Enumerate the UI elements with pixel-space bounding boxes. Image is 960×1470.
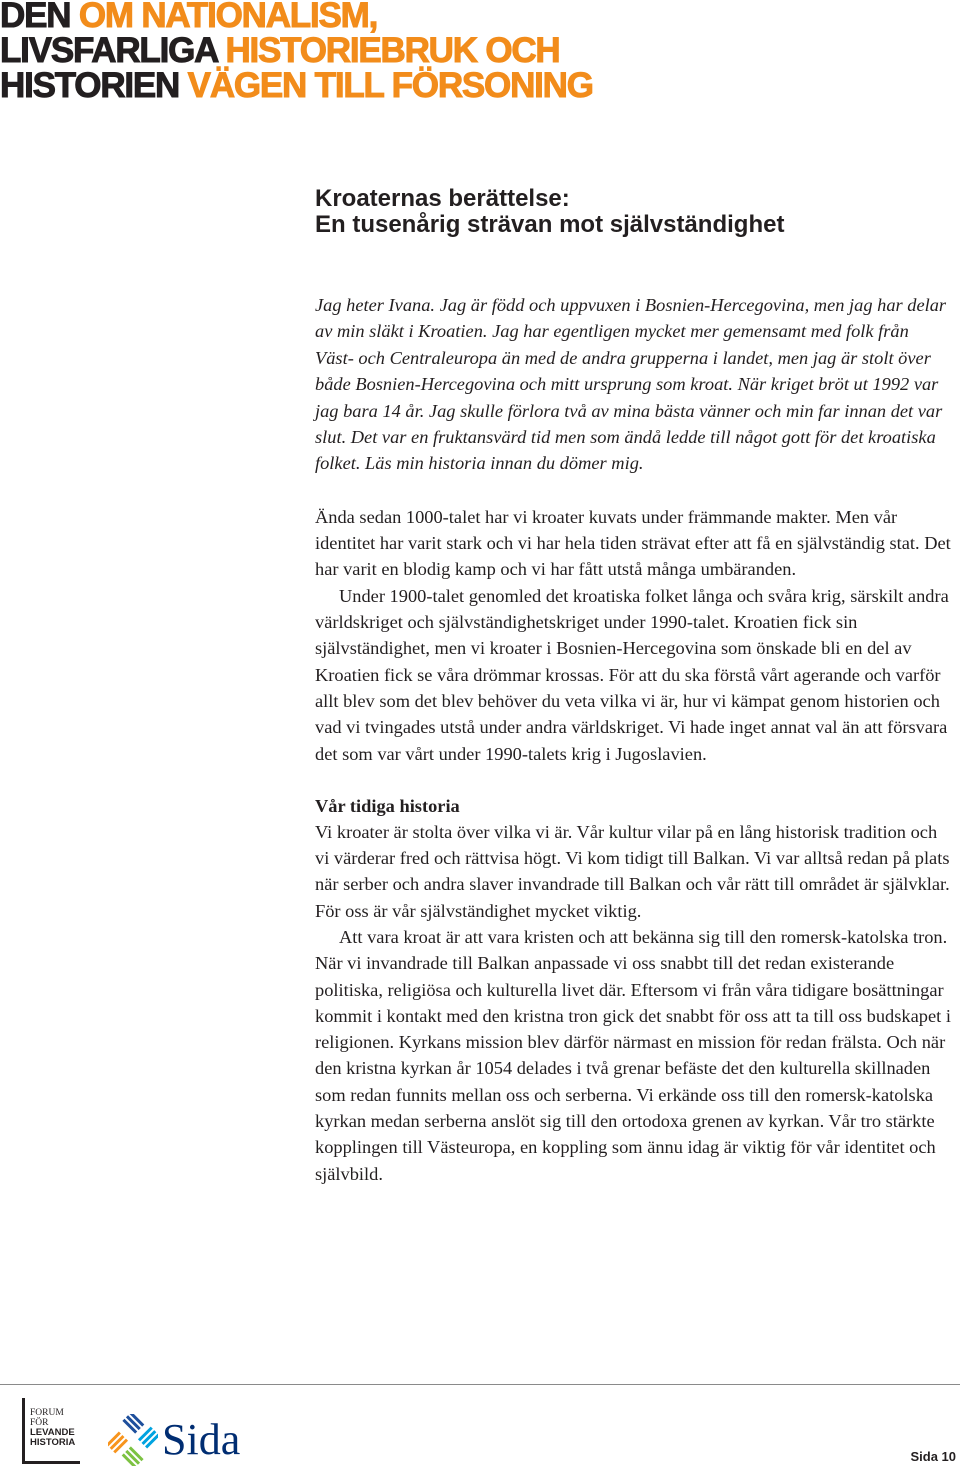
logo-text: LEVANDE bbox=[30, 1427, 75, 1438]
sida-pinwheel-icon bbox=[108, 1414, 158, 1466]
header-line-3 bbox=[0, 68, 593, 104]
logo-text: HISTORIA bbox=[30, 1437, 76, 1448]
body-paragraph: Under 1900-talet genomled det kroatiska folket långa och svåra krig, särskilt andra världskriget och självständighetskriget under 1990-talet. Kroatien fick sin självständighet, men vi kroater i Bosnien-Hercegovina som önskade bli en del av Kroatien fick se våra drömmar krossas. För att du ska förstå vårt agerande och varför allt blev som det blev behöver du veta vilka vi är, hur vi kämpat genom historien och vad vi tvingades utstå under andra världskriget. Vi hade inget annat val än att försvara det som var vårt under 1990-talets krig i Jugoslavien. bbox=[315, 585, 949, 764]
body-paragraph: Ända sedan 1000-talet har vi kroater kuvats under främmande makter. Men vår identitet har varit stark och vi har hela tiden strävat efter att få en självständig stat. Det har varit en blodig kamp och vi har fått utstå många umbäranden. bbox=[315, 506, 951, 580]
header-line-2 bbox=[0, 33, 560, 69]
article bbox=[315, 186, 951, 1187]
header-text-orange: VÄGEN TILL FÖRSONING bbox=[187, 66, 593, 105]
article-title bbox=[315, 186, 951, 238]
article-title-line-2: En tusenårig strävan mot självständighet bbox=[315, 211, 785, 238]
header-text-orange: OM NATIONALISM, bbox=[78, 0, 378, 35]
sida-wordmark: Sida bbox=[162, 1415, 241, 1464]
logo-bar-horizontal bbox=[22, 1461, 80, 1464]
header-text-orange: HISTORIEBRUK OCH bbox=[225, 31, 560, 70]
forum-for-levande-historia-logo bbox=[22, 1398, 92, 1464]
header-line-1 bbox=[0, 0, 377, 34]
body-paragraph: Att vara kroat är att vara kristen och att bekänna sig till den romersk-katolska tron. När vi invandrade till Balkan anpassade vi oss snabbt till det redan existerande politiska, religiösa och kulturella livet där. Eftersom vi från våra tidigare bosättningar kommit i kontakt med den kristna tron gick det snabbt för oss att ta till oss budskapet i religionen. Kyrkans mission blev därför närmast en mission för redan frälsta. Och när den kristna kyrkan år 1054 delades i två grenar befäste det den kulturella skillnaden som redan funnits mellan oss och serberna. Vi erkände oss till den romersk-katolska kyrkan medan serberna anslöt sig till den ortodoxa grenen av kyrkan. Vår tro stärkte kopplingen till Västeuropa, en koppling som ännu idag är viktig för vår identitet och självbild. bbox=[315, 927, 951, 1184]
header-text-dark: HISTORIEN bbox=[0, 66, 180, 105]
header-text-dark: DEN bbox=[0, 0, 71, 35]
article-title-line-1: Kroaternas berättelse: bbox=[315, 185, 570, 212]
intro-paragraph: Jag heter Ivana. Jag är född och uppvuxen i Bosnien-Hercegovina, men jag har delar av min släkt i Kroatien. Jag har egentligen mycket mer gemensamt med folk från Väst- och Centraleuropa än med de andra grupperna i landet, men jag är stolt över både Bosnien-Hercegovina och mitt ursprung som kroat. När kriget bröt ut 1992 var jag bara 14 år. Jag skulle förlora två av mina bästa vänner och min far innan det var slut. Det var en fruktansvärd tid men som ändå ledde till något gott för det kroatiska folket. Läs min historia innan du dömer mig. bbox=[315, 295, 947, 474]
header-text-dark: LIVSFARLIGA bbox=[0, 31, 217, 70]
logo-text: FORUM bbox=[30, 1408, 64, 1418]
publication-header bbox=[0, 0, 960, 110]
logo-text: FÖR bbox=[30, 1418, 49, 1428]
body-paragraph: Vi kroater är stolta över vilka vi är. Vår kultur vilar på en lång historisk tradition och vi värderar fred och rättvisa högt. Vi kom tidigt till Balkan. Vi var alltså redan på plats när serber och andra slaver invandrade till Balkan och vår rätt till området är självklar. För oss är vår självständighet mycket viktig. bbox=[315, 821, 950, 921]
logo-bar-vertical bbox=[22, 1398, 25, 1464]
footer-divider bbox=[0, 1384, 960, 1385]
page-number: Sida 10 bbox=[910, 1449, 956, 1464]
section-heading: Vår tidiga historia bbox=[315, 795, 460, 816]
